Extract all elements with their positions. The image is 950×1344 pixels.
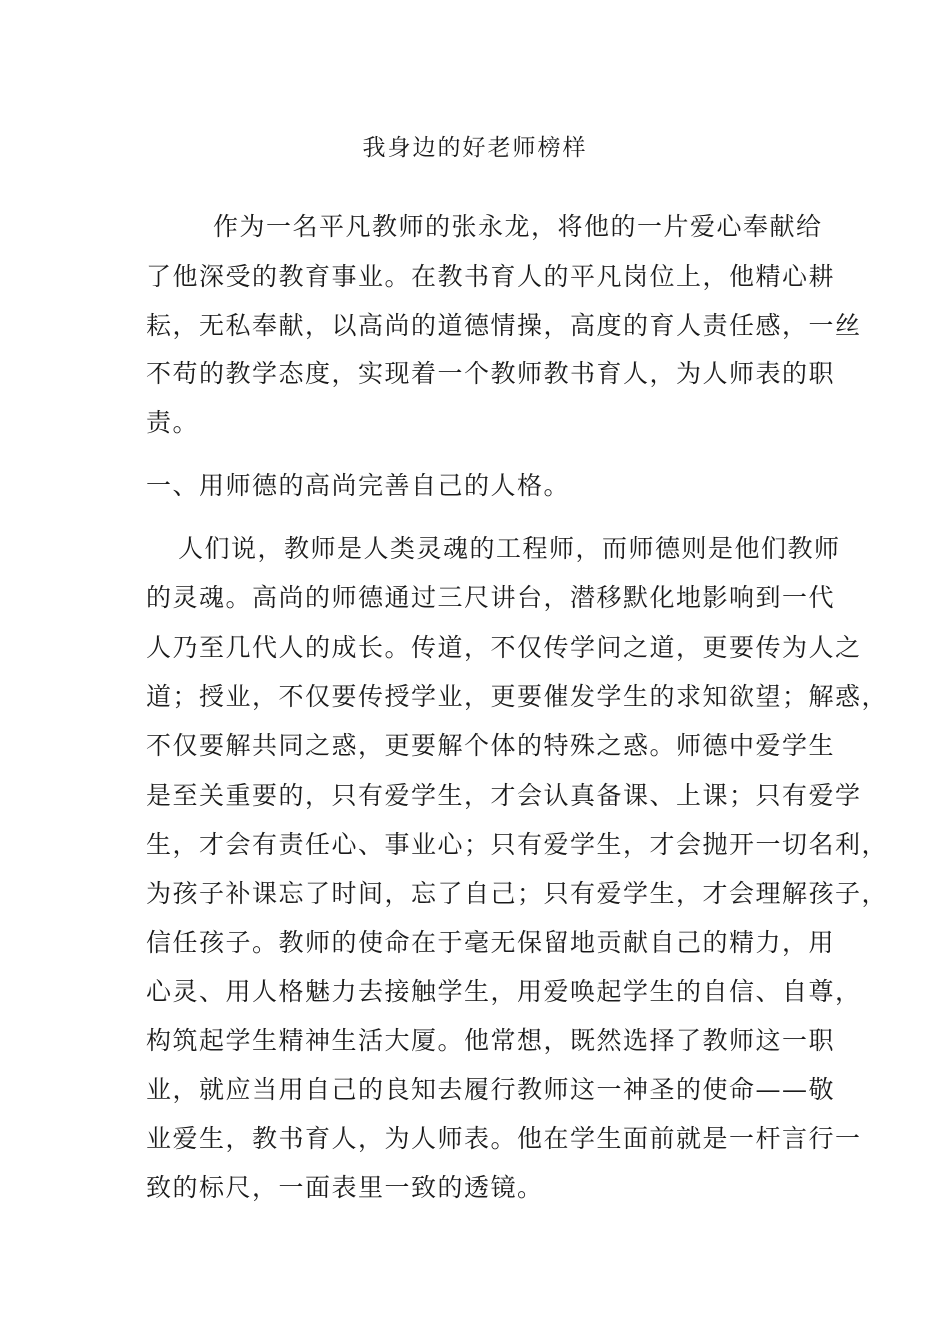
paragraph-line: 为孩子补课忘了时间，忘了自己；只有爱学生，才会理解孩子， [146, 879, 889, 908]
paragraph-line: 责。 [146, 408, 200, 437]
paragraph-line: 作为一名平凡教师的张永龙，将他的一片爱心奉献给 [213, 212, 823, 241]
paragraph-line: 构筑起学生精神生活大厦。他常想，既然选择了教师这一职 [146, 1026, 836, 1055]
paragraph-line: 业爱生，教书育人，为人师表。他在学生面前就是一杆言行一 [146, 1124, 862, 1153]
paragraph-line: 的灵魂。高尚的师德通过三尺讲台，潜移默化地影响到一代 [146, 583, 836, 612]
paragraph-line: 人们说，教师是人类灵魂的工程师，而师德则是他们教师 [178, 534, 841, 563]
paragraph-line: 是至关重要的，只有爱学生，才会认真备课、上课；只有爱学 [146, 781, 862, 810]
paragraph-line: 业，就应当用自己的良知去履行教师这一神圣的使命——敬 [146, 1075, 836, 1104]
paragraph-line: 不苟的教学态度，实现着一个教师教书育人，为人师表的职 [146, 359, 836, 388]
section-heading: 一、用师德的高尚完善自己的人格。 [146, 471, 571, 500]
paragraph-line: 心灵、用人格魅力去接触学生，用爱唤起学生的自信、自尊， [146, 977, 862, 1006]
paragraph-line: 道；授业，不仅要传授学业，更要催发学生的求知欲望；解惑， [146, 682, 889, 711]
paragraph-line: 信任孩子。教师的使命在于毫无保留地贡献自己的精力，用 [146, 928, 836, 957]
paragraph-line: 了他深受的教育事业。在教书育人的平凡岗位上，他精心耕 [146, 262, 836, 291]
paragraph-line: 致的标尺，一面表里一致的透镜。 [146, 1173, 544, 1202]
document-title: 我身边的好老师榜样 [362, 135, 588, 161]
paragraph-line: 人乃至几代人的成长。传道，不仅传学问之道，更要传为人之 [146, 633, 862, 662]
paragraph-line: 生，才会有责任心、事业心；只有爱学生，才会抛开一切名利， [146, 830, 889, 859]
paragraph-line: 不仅要解共同之惑，更要解个体的特殊之惑。师德中爱学生 [146, 731, 836, 760]
paragraph-line: 耘，无私奉献，以高尚的道德情操，高度的育人责任感，一丝 [146, 311, 862, 340]
